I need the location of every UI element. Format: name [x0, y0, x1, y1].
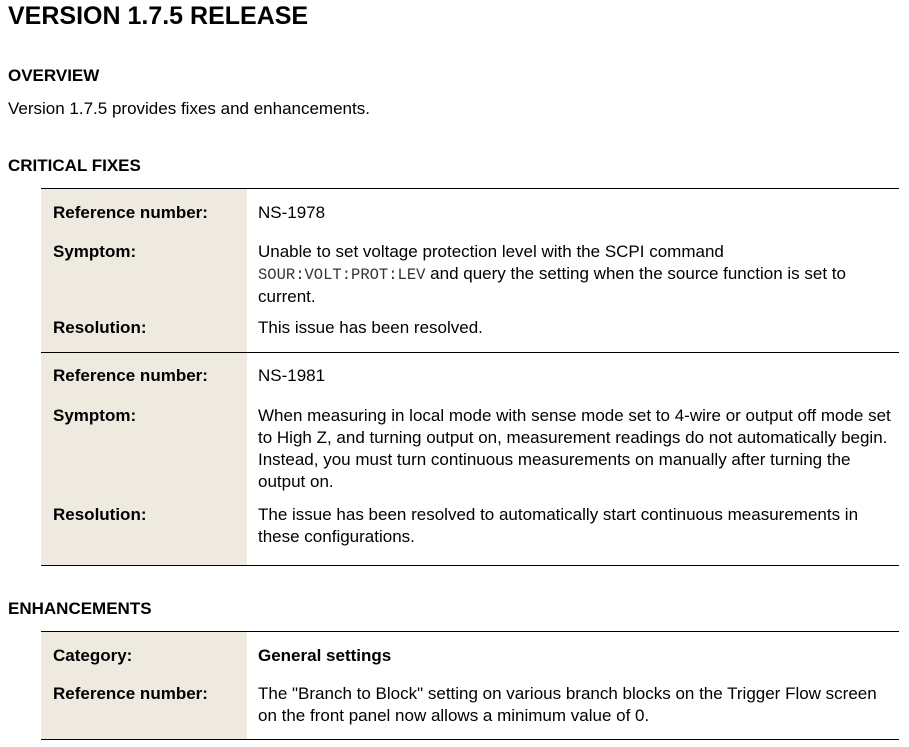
enhancement-1-category-row	[41, 632, 899, 670]
overview-heading: OVERVIEW	[8, 66, 100, 85]
symptom-value	[247, 228, 899, 310]
reference-number-value: NS-1981	[258, 366, 326, 385]
symptom-text-end: and query the setting when the source function is set to current.	[258, 264, 846, 306]
page-title: VERSION 1.7.5 RELEASE	[8, 2, 309, 30]
symptom-label: Symptom:	[41, 391, 247, 501]
overview-text: Version 1.7.5 provides fixes and enhancements.	[8, 99, 370, 118]
resolution-value: This issue has been resolved.	[258, 318, 483, 337]
fix-1-symptom-row	[41, 228, 899, 310]
fix-1-reference-row	[41, 189, 899, 228]
critical-fixes-heading: CRITICAL FIXES	[8, 156, 141, 175]
category-label: Category:	[41, 632, 247, 670]
fix-2-resolution-row	[41, 501, 899, 565]
scpi-command-code: SOUR:VOLT:PROT:LEV	[258, 266, 426, 284]
reference-number-label: Reference number:	[41, 189, 247, 228]
reference-number-value: The "Branch to Block" setting on various branch blocks on the Trigger Flow screen on the front panel now allows a minimum value of 0.	[258, 684, 877, 725]
enhancements-table	[41, 631, 899, 740]
reference-number-label: Reference number:	[41, 353, 247, 391]
fix-1-resolution-row	[41, 310, 899, 352]
resolution-label: Resolution:	[41, 310, 247, 352]
reference-number-label: Reference number:	[41, 670, 247, 739]
enhancements-heading: ENHANCEMENTS	[8, 599, 152, 618]
resolution-label: Resolution:	[41, 501, 247, 565]
fix-2-symptom-row	[41, 391, 899, 501]
symptom-value: When measuring in local mode with sense mode set to 4-wire or output off mode set to High Z, and turning output on, measurement readings do not automatically begin. Instead, you must turn continuous measurements on manually after turning the output on.	[258, 406, 891, 491]
critical-fixes-table	[41, 188, 899, 566]
reference-number-value: NS-1978	[258, 203, 326, 222]
resolution-value: The issue has been resolved to automatically start continuous measurements in these configurations.	[258, 505, 859, 546]
fix-2-reference-row	[41, 352, 899, 391]
category-value: General settings	[258, 646, 392, 665]
symptom-label: Symptom:	[41, 228, 247, 310]
symptom-text-start: Unable to set voltage protection level with the SCPI command	[258, 242, 724, 261]
enhancement-1-reference-row	[41, 670, 899, 739]
